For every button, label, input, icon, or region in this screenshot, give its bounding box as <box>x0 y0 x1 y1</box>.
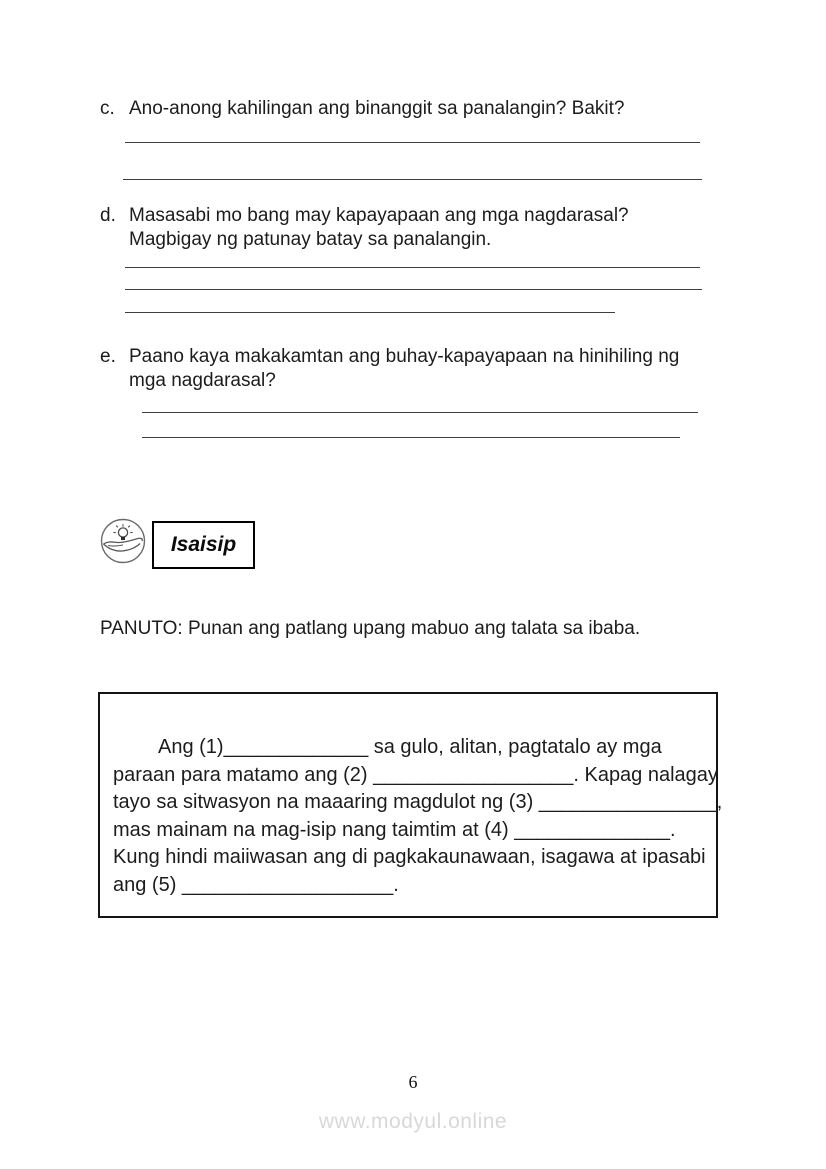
answer-line <box>142 437 680 438</box>
question-c <box>100 97 730 121</box>
question-e-text: Paano kaya makakamtan ang buhay-kapayapaan na hinihiling ng mga nagdarasal? <box>129 346 680 391</box>
question-e <box>100 345 730 393</box>
question-c-text: Ano-anong kahilingan ang binanggit sa panalangin? Bakit? <box>129 98 625 119</box>
answer-line <box>125 142 700 143</box>
hand-holding-lightbulb-icon <box>100 518 146 564</box>
answer-line <box>123 179 702 180</box>
watermark: www.modyul.online <box>318 1110 508 1133</box>
question-d-label: d. <box>100 205 116 226</box>
section-header-isaisip <box>152 521 255 569</box>
fill-paragraph-box <box>98 692 723 918</box>
answer-line <box>125 267 700 268</box>
question-d <box>100 204 730 252</box>
answer-line <box>125 312 615 313</box>
question-d-text: Masasabi mo bang may kapayapaan ang mga nagdarasal? Magbigay ng patunay batay sa panalangin. <box>129 205 629 250</box>
section-header-label: Isaisip <box>170 533 237 556</box>
question-e-label: e. <box>100 346 116 367</box>
answer-line <box>142 412 698 413</box>
instruction-text: PANUTO: Punan ang patlang upang mabuo ang talata sa ibaba. <box>100 618 641 639</box>
fill-paragraph: Ang (1)_____________ sa gulo, alitan, pagtatalo ay mga paraan para matamo ang (2) __________________. Kapag nalagay tayo sa sitwasyon na maaaring magdulot ng (3) ________________, mas mainam na mag-isip nang taimtim at (4) ______________. Kung hindi maiiwasan ang di pagkakaunawaan, isagawa at ipasabi ang (5) ___________________. <box>113 736 723 896</box>
answer-line <box>125 289 702 290</box>
page-number: 6 <box>408 1072 418 1092</box>
question-c-label: c. <box>100 98 115 119</box>
